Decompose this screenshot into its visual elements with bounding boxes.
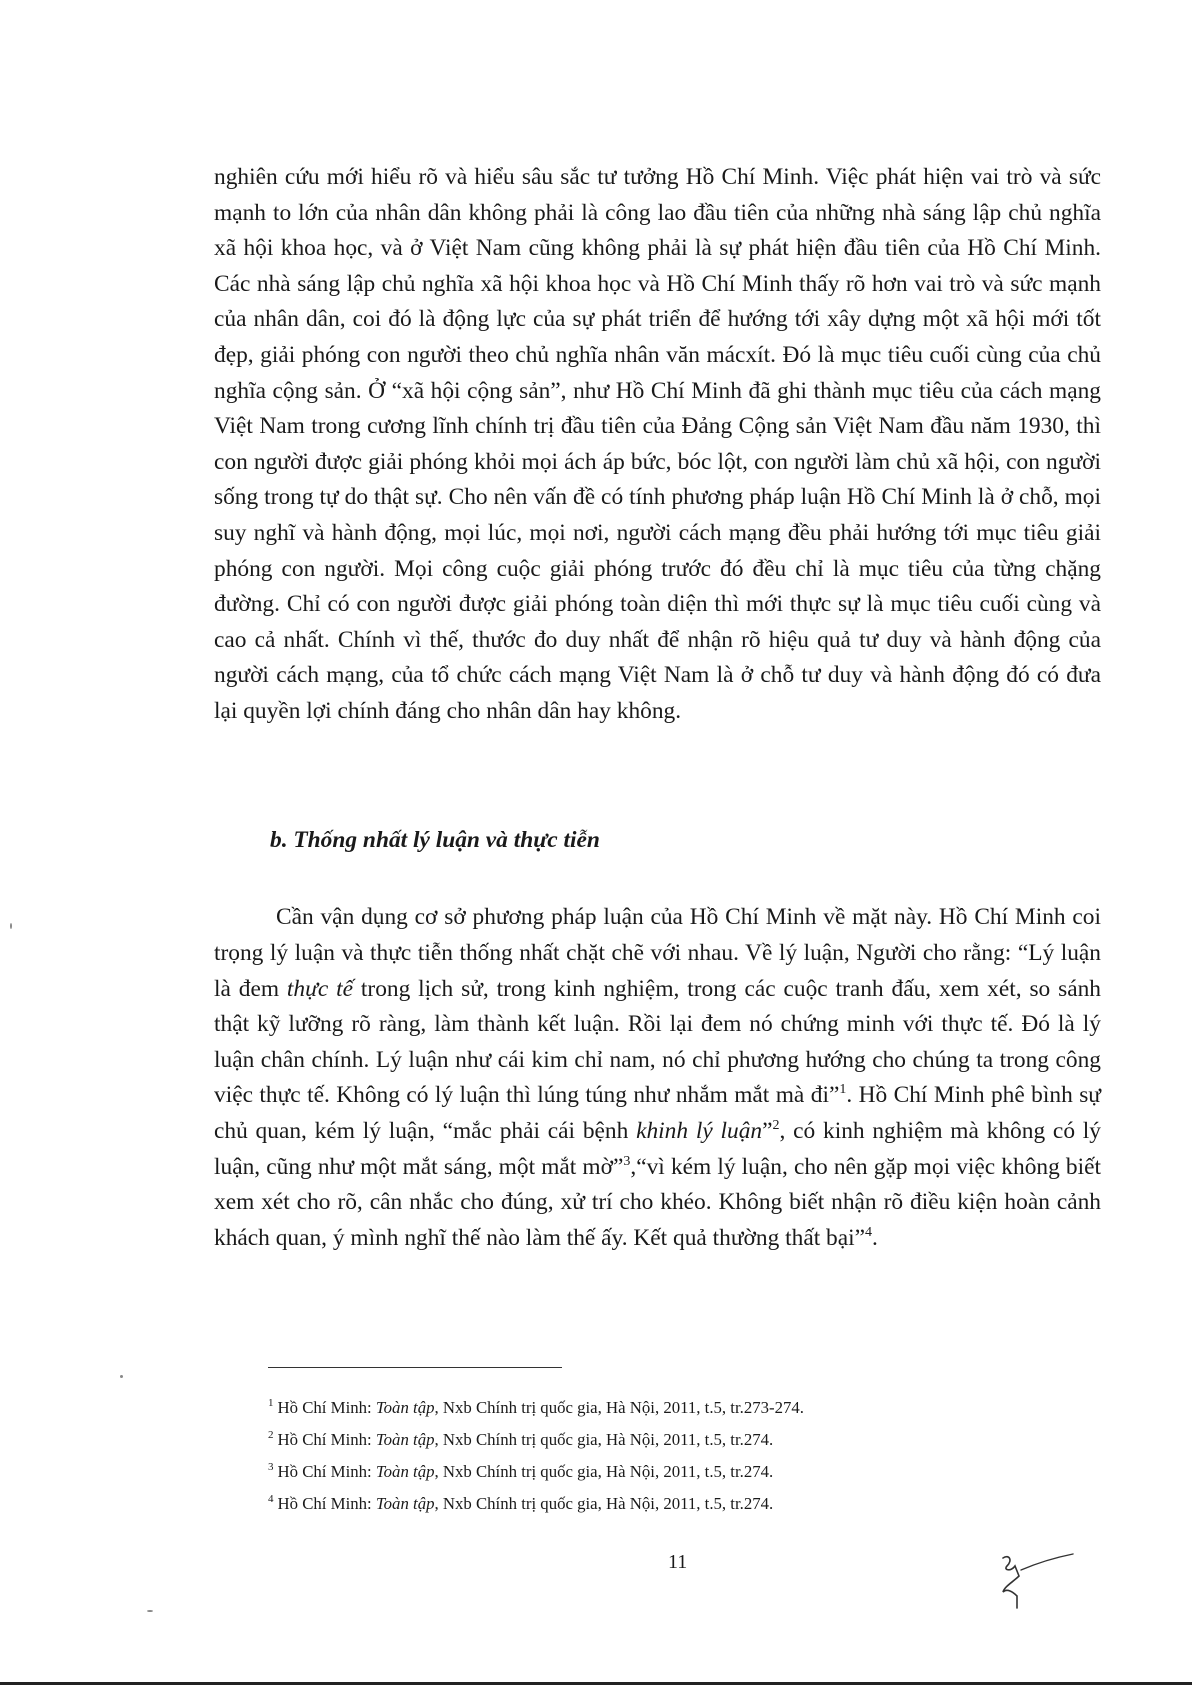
text-run: ,“vì kém lý luận, cho nên gặp mọi việc không biết xem xét cho rõ, cân nhắc cho đúng, xử trí cho khéo. Không biết nhận rõ điều kiện hoàn cảnh khách quan, ý mình nghĩ thế nào làm thế ấy. Kết quả thường thất bại” [214,1153,1101,1251]
footnote-item [268,1488,1068,1520]
footnotes [268,1392,1068,1520]
footnote-details: , Nxb Chính trị quốc gia, Hà Nội, 2011, t.5, tr.274. [434,1494,774,1513]
emphasis-text: khinh lý luận [636,1117,763,1144]
emphasis-text: thực tế [286,975,354,1002]
footnote-author: Hồ Chí Minh: [277,1430,376,1449]
footnote-title: Toàn tập [375,1430,435,1449]
handwritten-signature [995,1552,1075,1612]
footnote-ref[interactable]: 4 [865,1224,873,1240]
footnote-title: Toàn tập [375,1494,435,1513]
footnote-ref[interactable]: 1 [839,1082,847,1098]
footnote-author: Hồ Chí Minh: [277,1398,376,1417]
scan-speck [10,923,12,929]
scan-speck [147,1610,153,1612]
paragraph-continued: nghiên cứu mới hiểu rõ và hiểu sâu sắc tư tưởng Hồ Chí Minh. Việc phát hiện vai trò và sức mạnh to lớn của nhân dân không phải là công lao đầu tiên của những nhà sáng lập chủ nghĩa xã hội khoa học, và ở Việt Nam cũng không phải là sự phát hiện đầu tiên của Hồ Chí Minh. Các nhà sáng lập chủ nghĩa xã hội khoa học và Hồ Chí Minh thấy rõ hơn vai trò và sức mạnh của nhân dân, coi đó là động lực của sự phát triển để hướng tới xây dựng một xã hội mới tốt đẹp, giải phóng con người theo chủ nghĩa nhân văn mácxít. Đó là mục tiêu cuối cùng của chủ nghĩa cộng sản. Ở “xã hội cộng sản”, như Hồ Chí Minh đã ghi thành mục tiêu của cách mạng Việt Nam trong cương lĩnh chính trị đầu tiên của Đảng Cộng sản Việt Nam đầu năm 1930, thì con người được giải phóng khỏi mọi ách áp bức, bóc lột, con người làm chủ xã hội, con người sống trong tự do thật sự. Cho nên vấn đề có tính phương pháp luận Hồ Chí Minh là ở chỗ, mọi suy nghĩ và hành động, mọi lúc, mọi nơi, người cách mạng đều phải hướng tới mục tiêu giải phóng con người. Mọi công cuộc giải phóng trước đó đều chỉ là mục tiêu của từng chặng đường. Chỉ có con người được giải phóng toàn diện thì mới thực sự là mục tiêu cuối cùng và cao cả nhất. Chính vì thế, thước đo duy nhất để nhận rõ hiệu quả tư duy và hành động của người cách mạng, của tổ chức cách mạng Việt Nam là ở chỗ tư duy và hành động đó có đưa lại quyền lợi chính đáng cho nhân dân hay không. [214,164,1101,724]
text-run: Cần vận dụng cơ sở phương pháp luận của Hồ Chí Minh về mặt này. Hồ Chí Minh coi trọng lý luận và thực tiễn thống nhất chặt chẽ với nhau. Về lý luận, Người cho rằng: “Lý luận là đem [214,904,1101,1002]
footnote-details: , Nxb Chính trị quốc gia, Hà Nội, 2011, t.5, tr.273-274. [434,1398,804,1417]
text-run: . Hồ Chí Minh phê bình sự chủ quan, kém lý luận, “mắc phải cái bệnh [214,1082,1101,1144]
section-heading: b. Thống nhất lý luận và thực tiễn [270,827,600,853]
footnote-item [268,1456,1068,1488]
scan-speck [120,1375,123,1378]
footnote-item [268,1424,1068,1456]
footnote-number: 2 [268,1429,274,1441]
footnote-item [268,1392,1068,1424]
footnote-details: , Nxb Chính trị quốc gia, Hà Nội, 2011, t.5, tr.274. [434,1430,774,1449]
footnote-ref[interactable]: 2 [772,1117,780,1133]
footnote-number: 4 [268,1493,274,1505]
footnote-title: Toàn tập [375,1462,435,1481]
paragraph-theory-practice [214,900,1101,1256]
footnote-title: Toàn tập [375,1398,435,1417]
page-number: 11 [668,1551,688,1573]
footnote-author: Hồ Chí Minh: [277,1462,376,1481]
body-text-lower [214,877,1101,1280]
footnote-ref[interactable]: 3 [623,1153,631,1169]
footnote-details: , Nxb Chính trị quốc gia, Hà Nội, 2011, t.5, tr.274. [434,1462,774,1481]
text-run: , có kinh nghiệm mà không có lý luận, cũng như một mắt sáng, một mắt mờ” [214,1117,1101,1180]
footnote-number: 1 [268,1397,274,1409]
text-run: . [872,1224,878,1251]
footnote-author: Hồ Chí Minh: [277,1494,376,1513]
body-text-upper [214,160,1101,730]
footnote-number: 3 [268,1461,274,1473]
footnote-divider [268,1367,562,1368]
text-run: trong lịch sử, trong kinh nghiệm, trong các cuộc tranh đấu, xem xét, so sánh thật kỹ lưỡng rõ ràng, làm thành kết luận. Rồi lại đem nó chứng minh với thực tế. Đó là lý luận chân chính. Lý luận như cái kim chỉ nam, nó chỉ phương hướng cho chúng ta trong công việc thực tế. Không có lý luận thì lúng túng như nhắm mắt mà đi” [214,975,1102,1109]
text-run: ” [762,1117,773,1144]
